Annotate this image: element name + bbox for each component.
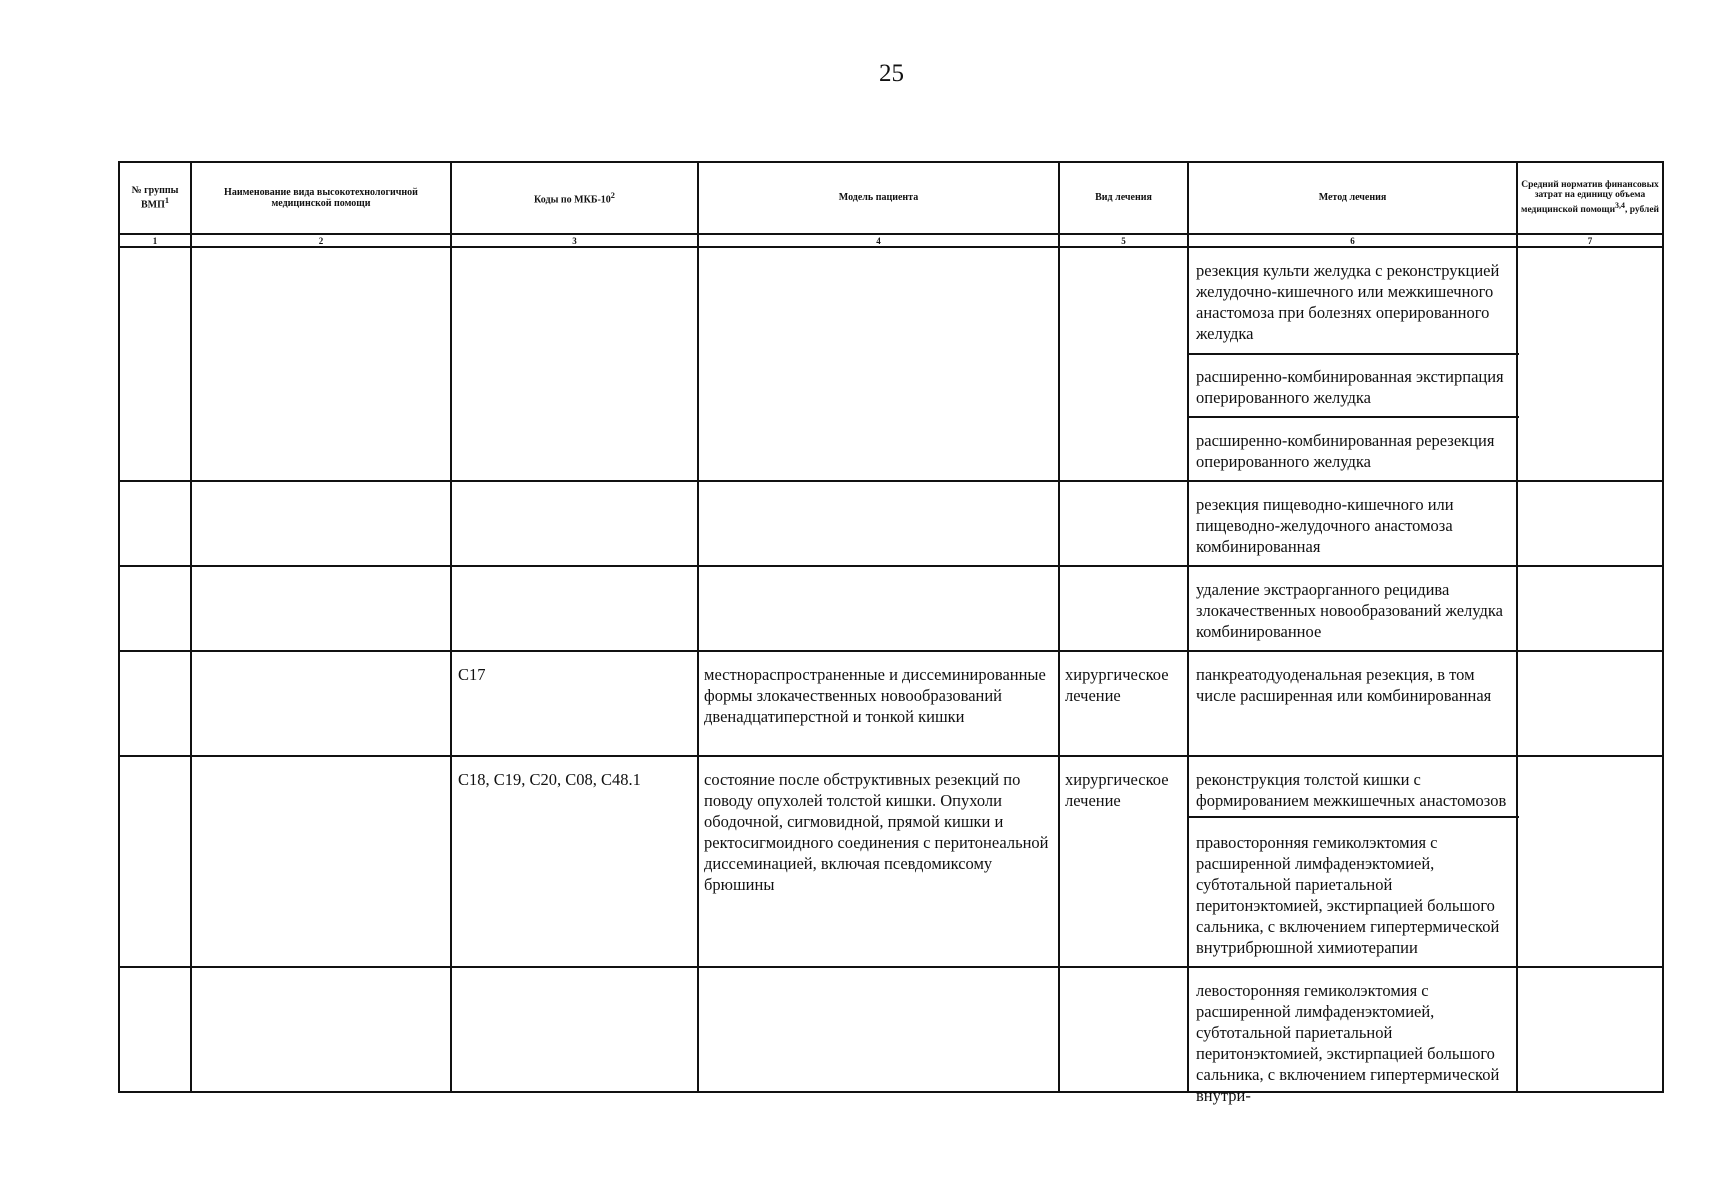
method-cell: расширенно-комбинированная ререзекция оперированного желудка bbox=[1196, 431, 1495, 471]
column-number: 2 bbox=[318, 236, 324, 246]
column-line bbox=[1662, 161, 1664, 1093]
column-line bbox=[1516, 161, 1518, 1093]
treatment-type-cell: хирургическое лечение bbox=[1065, 665, 1169, 705]
method-cell: панкреатодуоденальная резекция, в том числе расширенная или комбинированная bbox=[1196, 665, 1492, 705]
header-treatment-type: Вид лечения bbox=[1095, 192, 1152, 204]
row-divider bbox=[118, 755, 1664, 757]
column-number: 3 bbox=[572, 236, 577, 246]
header-patient-model: Модель пациента bbox=[838, 192, 919, 204]
page-number: 25 bbox=[879, 60, 904, 87]
column-number: 1 bbox=[152, 236, 158, 246]
method-divider bbox=[1189, 816, 1519, 818]
method-cell: удаление экстраорганного рецидива злокачественных новообразований желудка комбинированное bbox=[1196, 580, 1503, 641]
column-number: 6 bbox=[1350, 236, 1355, 246]
column-line bbox=[697, 161, 699, 1093]
row-divider bbox=[118, 966, 1664, 968]
method-cell: левосторонняя гемиколэктомия с расширенной лимфаденэктомией, субтотальной париетальной перитонэктомией, экстирпацией большого сальника, с включением гипертермической внутри- bbox=[1196, 981, 1500, 1105]
method-divider bbox=[1189, 353, 1519, 355]
header-group-number: № группы ВМП$^1$ bbox=[131, 184, 179, 211]
column-line bbox=[190, 161, 192, 1093]
header-vmp-name: Наименование вида высокотехнологичной медицинской помощи bbox=[224, 186, 418, 209]
mkb-code-cell: C18, C19, C20, C08, C48.1 bbox=[458, 770, 641, 789]
row-divider bbox=[118, 480, 1664, 482]
column-number: 5 bbox=[1121, 236, 1126, 246]
row-divider bbox=[118, 650, 1664, 652]
treatment-type-cell: хирургическое лечение bbox=[1065, 770, 1169, 810]
column-line bbox=[450, 161, 452, 1093]
header-treatment-method: Метод лечения bbox=[1318, 192, 1387, 204]
column-line bbox=[118, 161, 120, 1093]
footnote-mark: 1 bbox=[164, 196, 170, 206]
method-cell: расширенно-комбинированная экстирпация оперированного желудка bbox=[1196, 367, 1504, 407]
column-line bbox=[1187, 161, 1189, 1093]
row-divider bbox=[118, 565, 1664, 567]
patient-model-cell: состояние после обструктивных резекций по поводу опухолей толстой кишки. Опухоли ободочной, сигмовидной, прямой кишки и ректосигмоидного соединения с перитонеальной диссеминацией, включая псевдомиксому брюшины bbox=[704, 770, 1049, 894]
column-number: 7 bbox=[1587, 236, 1593, 246]
mkb-code-cell: C17 bbox=[458, 665, 486, 684]
method-cell: реконструкция толстой кишки с формированием межкишечных анастомозов bbox=[1196, 770, 1507, 810]
footnote-mark: 2 bbox=[610, 190, 615, 200]
footnote-mark: 3,4 bbox=[1615, 201, 1625, 211]
header-cost-standard: Средний норматив финансовых затрат на единицу объема медицинской помощи$^{3,4}$, рублей bbox=[1520, 179, 1660, 216]
method-cell: правосторонняя гемиколэктомия с расширенной лимфаденэктомией, субтотальной париетальной перитонэктомией, экстирпацией большого сальника, с включением гипертермической внутрибрюшной химиотерапии bbox=[1196, 833, 1500, 957]
method-cell: резекция культи желудка с реконструкцией желудочно-кишечного или межкишечного анастомоза при болезнях оперированного желудка bbox=[1196, 261, 1500, 343]
method-divider bbox=[1189, 416, 1519, 418]
column-line bbox=[1058, 161, 1060, 1093]
header-mkb-codes: Коды по МКБ-$10^2$ bbox=[534, 190, 615, 205]
column-number: 4 bbox=[876, 236, 881, 246]
method-cell: резекция пищеводно-кишечного или пищеводно-желудочного анастомоза комбинированная bbox=[1196, 495, 1454, 556]
patient-model-cell: местнораспространенные и диссеминированные формы злокачественных новообразований двенадцатиперстной и тонкой кишки bbox=[704, 665, 1046, 726]
